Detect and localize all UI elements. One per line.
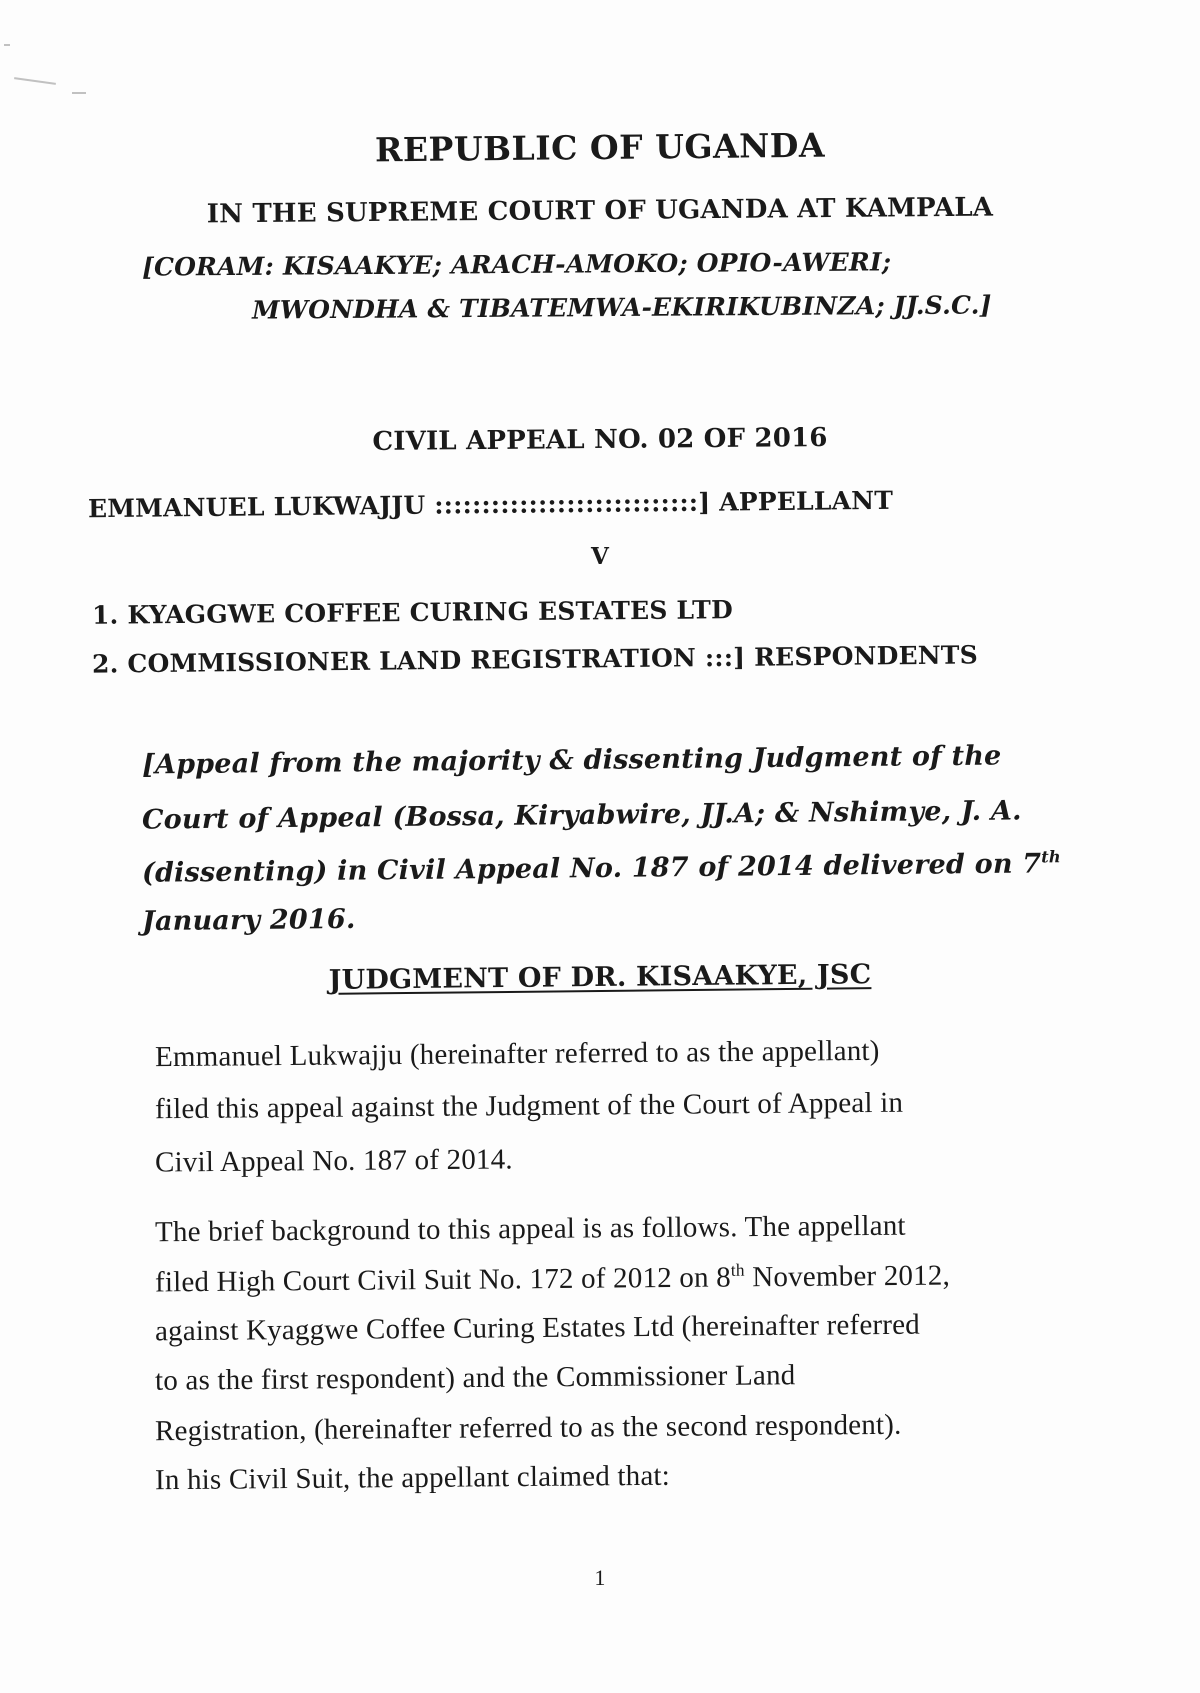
paragraph-2-line-2-end: November 2012, xyxy=(744,1259,951,1294)
versus-label: V xyxy=(590,543,610,570)
appeal-note-line-2: Court of Appeal (Bossa, Kiryabwire, JJ.A; & Nshimye, J. A. xyxy=(141,795,1022,836)
appeal-note-line-3 xyxy=(142,848,1061,889)
paragraph-2-line-5: Registration, (hereinafter referred to as the second respondent). xyxy=(154,1408,902,1448)
republic-title: REPUBLIC OF UGANDA xyxy=(374,125,826,170)
coram-line-2: MWONDHA & TIBATEMWA-EKIRIKUBINZA; JJ.S.C.] xyxy=(251,290,992,325)
judgment-heading xyxy=(0,956,1200,1000)
paragraph-2-line-4: to as the first respondent) and the Commissioner Land xyxy=(154,1359,796,1397)
paragraph-1-line-1: Emmanuel Lukwajju (hereinafter referred to as the appellant) xyxy=(154,1034,880,1074)
paragraph-2-line-1: The brief background to this appeal is as follows. The appellant xyxy=(154,1209,906,1249)
case-number: CIVIL APPEAL NO. 02 OF 2016 xyxy=(372,423,828,457)
scan-artifact xyxy=(14,77,56,85)
court-title: IN THE SUPREME COURT OF UGANDA AT KAMPALA xyxy=(206,192,994,230)
respondent-2: 2. COMMISSIONER LAND REGISTRATION :::] RESPONDENTS xyxy=(91,640,979,679)
appeal-note-line-3-text: (dissenting) in Civil Appeal No. 187 of 2014 delivered on 7 xyxy=(141,848,1042,889)
respondent-1: 1. KYAGGWE COFFEE CURING ESTATES LTD xyxy=(91,595,734,630)
scan-artifact xyxy=(4,44,10,46)
paragraph-1-line-2: filed this appeal against the Judgment of the Court of Appeal in xyxy=(154,1086,904,1126)
paragraph-2-line-2-start: filed High Court Civil Suit No. 172 of 2012 on 8 xyxy=(154,1261,732,1299)
paragraph-2-line-3: against Kyaggwe Coffee Curing Estates Ltd (hereinafter referred xyxy=(154,1308,921,1348)
appeal-note-line-4: January 2016. xyxy=(141,903,356,938)
page-number: 1 xyxy=(594,1565,606,1590)
scan-artifact xyxy=(72,92,86,94)
judgment-heading-text: JUDGMENT OF DR. KISAAKYE, JSC xyxy=(328,959,872,996)
paragraph-1-line-3: Civil Appeal No. 187 of 2014. xyxy=(154,1143,513,1179)
paragraph-2-line-2 xyxy=(155,1260,950,1300)
appeal-note-line-1: [Appeal from the majority & dissenting Judgment of the xyxy=(141,740,1002,781)
coram-line-1: [CORAM: KISAAKYE; ARACH-AMOKO; OPIO-AWERI; xyxy=(141,247,892,282)
appellant-line: EMMANUEL LUKWAJJU ::::::::::::::::::::::::::::] APPELLANT xyxy=(87,485,894,524)
ordinal-suffix: th xyxy=(1041,847,1061,867)
paragraph-2-line-6: In his Civil Suit, the appellant claimed that: xyxy=(154,1459,671,1497)
ordinal-suffix: th xyxy=(730,1259,745,1280)
